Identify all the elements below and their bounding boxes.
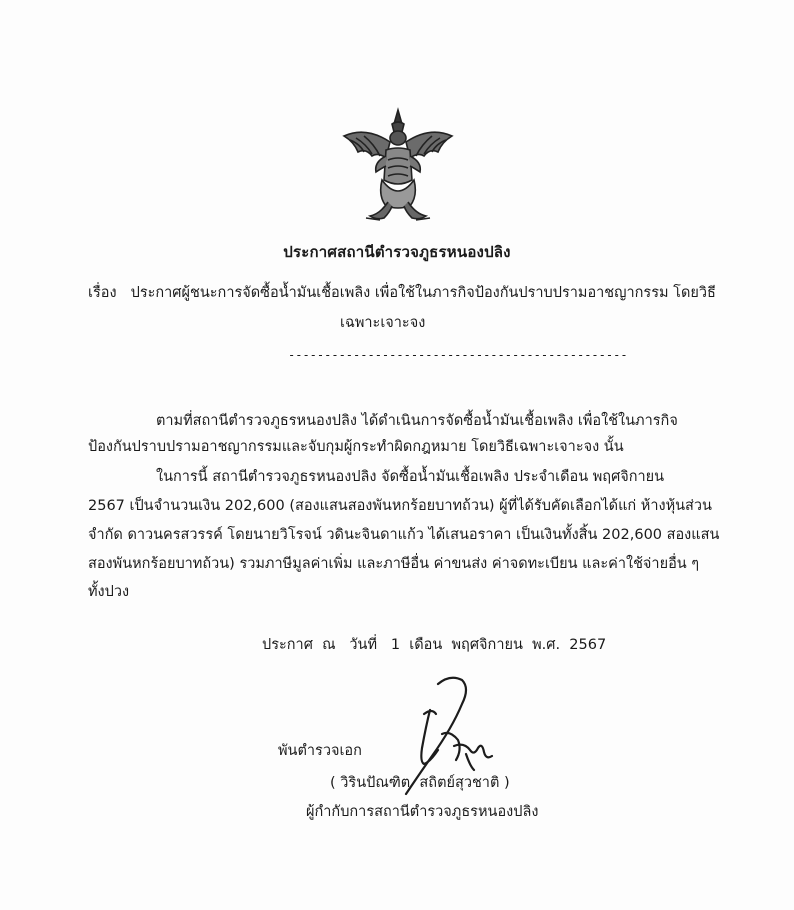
body-line: ตามที่สถานีตำรวจภูธรหนองปลิง ได้ดำเนินการจัดซื้อน้ำมันเชื้อเพลิง เพื่อใช้ในภารกิจ bbox=[156, 413, 678, 429]
body-line: สองพันหกร้อยบาทถ้วน) รวมภาษีมูลค่าเพิ่ม และภาษีอื่น ค่าขนส่ง ค่าจดทะเบียน และค่าใช้จ่ายอื่น ๆ bbox=[88, 556, 700, 572]
announcement-title: ประกาศสถานีตำรวจภูธรหนองปลิง bbox=[283, 243, 511, 261]
signer-position: ผู้กำกับการสถานีตำรวจภูธรหนองปลิง bbox=[306, 804, 539, 820]
garuda-emblem-icon bbox=[336, 106, 460, 230]
subject-text-continued: เฉพาะเจาะจง bbox=[340, 315, 426, 331]
signer-name: ( วิรินปัณฑิต สถิตย์สุวชาติ ) bbox=[330, 775, 510, 791]
signer-rank: พันตำรวจเอก bbox=[278, 743, 362, 759]
subject-text: ประกาศผู้ชนะการจัดซื้อน้ำมันเชื้อเพลิง เพื่อใช้ในภารกิจป้องกันปราบปรามอาชญากรรม โดยวิธี bbox=[130, 285, 716, 301]
subject-label: เรื่อง bbox=[88, 285, 117, 301]
body-line: ป้องกันปราบปรามอาชญากรรมและจับกุมผู้กระทำผิดกฎหมาย โดยวิธีเฉพาะเจาะจง นั้น bbox=[88, 439, 624, 455]
announcement-date: ประกาศ ณ วันที่ 1 เดือน พฤศจิกายน พ.ศ. 2567 bbox=[262, 637, 607, 653]
body-line: จำกัด ดาวนครสวรรค์ โดยนายวิโรจน์ วดินะจินดาแก้ว ได้เสนอราคา เป็นเงินทั้งสิ้น 202,600 สองแสน bbox=[88, 527, 720, 543]
body-line: ทั้งปวง bbox=[88, 584, 130, 600]
divider-line: ----------------------------------------------- bbox=[288, 348, 628, 362]
subject-line bbox=[88, 283, 728, 303]
body-line: 2567 เป็นจำนวนเงิน 202,600 (สองแสนสองพันหกร้อยบาทถ้วน) ผู้ที่ได้รับคัดเลือกได้แก่ ห้างหุ้นส่วน bbox=[88, 498, 712, 514]
body-line: ในการนี้ สถานีตำรวจภูธรหนองปลิง จัดซื้อน้ำมันเชื้อเพลิง ประจำเดือน พฤศจิกายน bbox=[156, 469, 665, 485]
